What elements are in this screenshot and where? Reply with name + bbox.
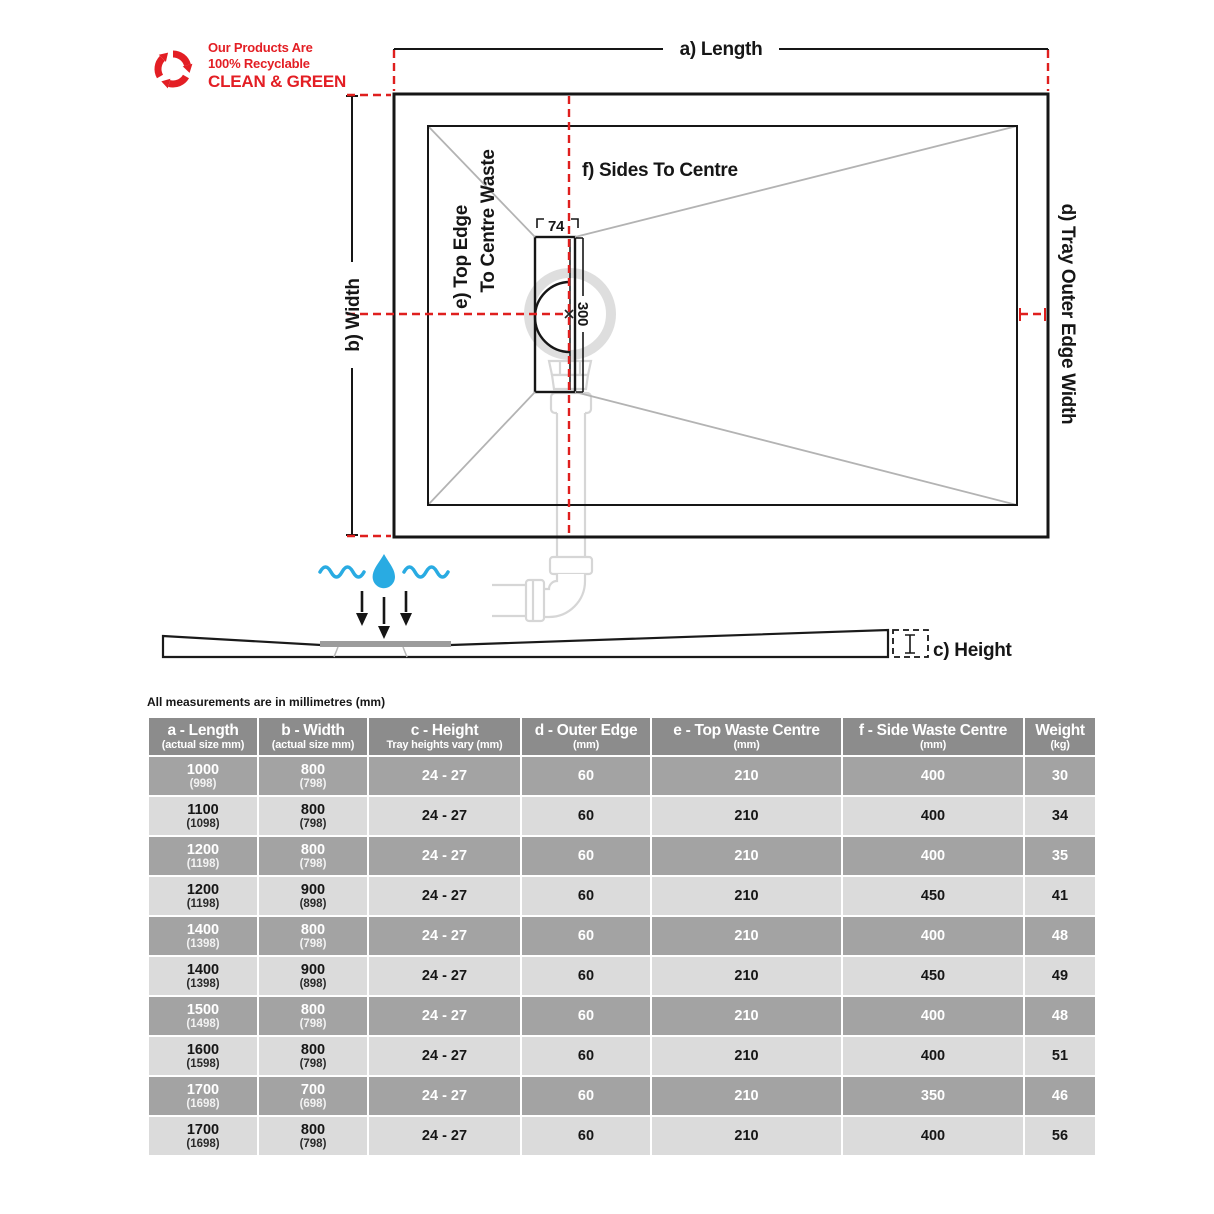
flow-arrows-icon bbox=[356, 591, 412, 639]
cell-width: 800 (798) bbox=[258, 836, 368, 876]
cell-width: 800 (798) bbox=[258, 1036, 368, 1076]
table-row bbox=[148, 1116, 1096, 1156]
cell-width: 800 (798) bbox=[258, 756, 368, 796]
cell-top-waste-centre: 210 bbox=[651, 756, 842, 796]
waste-flange bbox=[320, 641, 451, 647]
cell-side-waste-centre: 400 bbox=[842, 1116, 1024, 1156]
cell-outer-edge: 60 bbox=[521, 996, 651, 1036]
height-label: c) Height bbox=[933, 640, 1012, 661]
cell-width: 700 (698) bbox=[258, 1076, 368, 1116]
cell-side-waste-centre: 400 bbox=[842, 916, 1024, 956]
cell-weight: 35 bbox=[1024, 836, 1096, 876]
cell-top-waste-centre: 210 bbox=[651, 1076, 842, 1116]
spec-table-body bbox=[148, 756, 1096, 1156]
cell-length: 1200 (1198) bbox=[148, 836, 258, 876]
cell-top-waste-centre: 210 bbox=[651, 876, 842, 916]
cell-weight: 48 bbox=[1024, 916, 1096, 956]
cell-outer-edge: 60 bbox=[521, 916, 651, 956]
sides-to-centre-label: f) Sides To Centre bbox=[582, 160, 738, 181]
water-flow-icon bbox=[320, 554, 448, 639]
cell-weight: 41 bbox=[1024, 876, 1096, 916]
cell-weight: 46 bbox=[1024, 1076, 1096, 1116]
tray-inner-edge bbox=[428, 126, 1017, 505]
cell-height: 24 - 27 bbox=[368, 756, 521, 796]
length-label: a) Length bbox=[679, 39, 763, 60]
cell-height: 24 - 27 bbox=[368, 876, 521, 916]
cell-side-waste-centre: 400 bbox=[842, 796, 1024, 836]
water-drop-icon bbox=[373, 554, 395, 588]
waste-length-dim: 300 bbox=[574, 301, 591, 327]
drain-pipe-icon bbox=[492, 361, 592, 621]
table-row bbox=[148, 836, 1096, 876]
cell-outer-edge: 60 bbox=[521, 756, 651, 796]
logo-line-1: Our Products Are bbox=[208, 40, 313, 55]
cell-length: 1600 (1598) bbox=[148, 1036, 258, 1076]
cell-width: 800 (798) bbox=[258, 1116, 368, 1156]
cell-height: 24 - 27 bbox=[368, 836, 521, 876]
cell-side-waste-centre: 400 bbox=[842, 836, 1024, 876]
cell-length: 1400 (1398) bbox=[148, 916, 258, 956]
cell-outer-edge: 60 bbox=[521, 1076, 651, 1116]
cell-outer-edge: 60 bbox=[521, 876, 651, 916]
cell-side-waste-centre: 400 bbox=[842, 756, 1024, 796]
slope-guide-lines bbox=[428, 126, 1017, 505]
cell-top-waste-centre: 210 bbox=[651, 796, 842, 836]
cell-height: 24 - 27 bbox=[368, 956, 521, 996]
cell-weight: 48 bbox=[1024, 996, 1096, 1036]
dimension-lines bbox=[346, 49, 1048, 653]
cell-width: 800 (798) bbox=[258, 996, 368, 1036]
cell-height: 24 - 27 bbox=[368, 1116, 521, 1156]
cell-height: 24 - 27 bbox=[368, 1076, 521, 1116]
cell-weight: 49 bbox=[1024, 956, 1096, 996]
cell-length: 1100 (1098) bbox=[148, 796, 258, 836]
cell-height: 24 - 27 bbox=[368, 916, 521, 956]
cell-top-waste-centre: 210 bbox=[651, 836, 842, 876]
cell-length: 1500 (1498) bbox=[148, 996, 258, 1036]
cell-width: 800 (798) bbox=[258, 916, 368, 956]
measurement-note: All measurements are in millimetres (mm) bbox=[147, 695, 386, 709]
water-wave-right-icon bbox=[404, 567, 448, 577]
width-label: b) Width bbox=[343, 278, 364, 352]
cell-weight: 51 bbox=[1024, 1036, 1096, 1076]
cell-length: 1200 (1198) bbox=[148, 876, 258, 916]
top-edge-waste-label-line2: To Centre Waste bbox=[478, 149, 499, 293]
table-row bbox=[148, 956, 1096, 996]
spec-table-header bbox=[148, 717, 1096, 756]
col-header-side-waste-centre: f - Side Waste Centre (mm) bbox=[842, 717, 1024, 756]
cell-length: 1700 (1698) bbox=[148, 1116, 258, 1156]
cell-weight: 30 bbox=[1024, 756, 1096, 796]
col-header-length: a - Length (actual size mm) bbox=[148, 717, 258, 756]
cell-side-waste-centre: 400 bbox=[842, 1036, 1024, 1076]
table-row bbox=[148, 876, 1096, 916]
cell-outer-edge: 60 bbox=[521, 836, 651, 876]
col-header-width: b - Width (actual size mm) bbox=[258, 717, 368, 756]
tray-cross-section bbox=[163, 630, 888, 657]
col-header-height: c - Height Tray heights vary (mm) bbox=[368, 717, 521, 756]
water-wave-left-icon bbox=[320, 567, 364, 577]
cell-length: 1400 (1398) bbox=[148, 956, 258, 996]
table-row bbox=[148, 996, 1096, 1036]
cell-side-waste-centre: 350 bbox=[842, 1076, 1024, 1116]
cell-weight: 56 bbox=[1024, 1116, 1096, 1156]
waste-width-dim: 74 bbox=[547, 218, 565, 235]
tray-side-view bbox=[163, 630, 928, 657]
outer-edge-width-label: d) Tray Outer Edge Width bbox=[1057, 203, 1078, 425]
table-row bbox=[148, 1036, 1096, 1076]
logo-line-3: CLEAN & GREEN bbox=[208, 72, 347, 91]
cell-height: 24 - 27 bbox=[368, 1036, 521, 1076]
table-row bbox=[148, 756, 1096, 796]
top-edge-waste-label-line1: e) Top Edge bbox=[451, 204, 472, 310]
cell-height: 24 - 27 bbox=[368, 796, 521, 836]
cell-outer-edge: 60 bbox=[521, 1036, 651, 1076]
cell-side-waste-centre: 450 bbox=[842, 876, 1024, 916]
table-row bbox=[148, 1076, 1096, 1116]
logo-line-2: 100% Recyclable bbox=[208, 56, 310, 71]
col-header-top-waste-centre: e - Top Waste Centre (mm) bbox=[651, 717, 842, 756]
table-row bbox=[148, 796, 1096, 836]
cell-height: 24 - 27 bbox=[368, 996, 521, 1036]
cell-side-waste-centre: 400 bbox=[842, 996, 1024, 1036]
col-header-outer-edge: d - Outer Edge (mm) bbox=[521, 717, 651, 756]
cell-weight: 34 bbox=[1024, 796, 1096, 836]
table-row bbox=[148, 916, 1096, 956]
cell-length: 1000 (998) bbox=[148, 756, 258, 796]
cell-width: 900 (898) bbox=[258, 956, 368, 996]
cell-top-waste-centre: 210 bbox=[651, 1036, 842, 1076]
cell-top-waste-centre: 210 bbox=[651, 956, 842, 996]
cell-top-waste-centre: 210 bbox=[651, 1116, 842, 1156]
cell-width: 900 (898) bbox=[258, 876, 368, 916]
cell-top-waste-centre: 210 bbox=[651, 996, 842, 1036]
cell-outer-edge: 60 bbox=[521, 956, 651, 996]
col-header-weight: Weight (kg) bbox=[1024, 717, 1096, 756]
cell-top-waste-centre: 210 bbox=[651, 916, 842, 956]
cell-length: 1700 (1698) bbox=[148, 1076, 258, 1116]
cell-outer-edge: 60 bbox=[521, 1116, 651, 1156]
cell-outer-edge: 60 bbox=[521, 796, 651, 836]
spec-table bbox=[147, 716, 1097, 1157]
cell-side-waste-centre: 450 bbox=[842, 956, 1024, 996]
cell-width: 800 (798) bbox=[258, 796, 368, 836]
